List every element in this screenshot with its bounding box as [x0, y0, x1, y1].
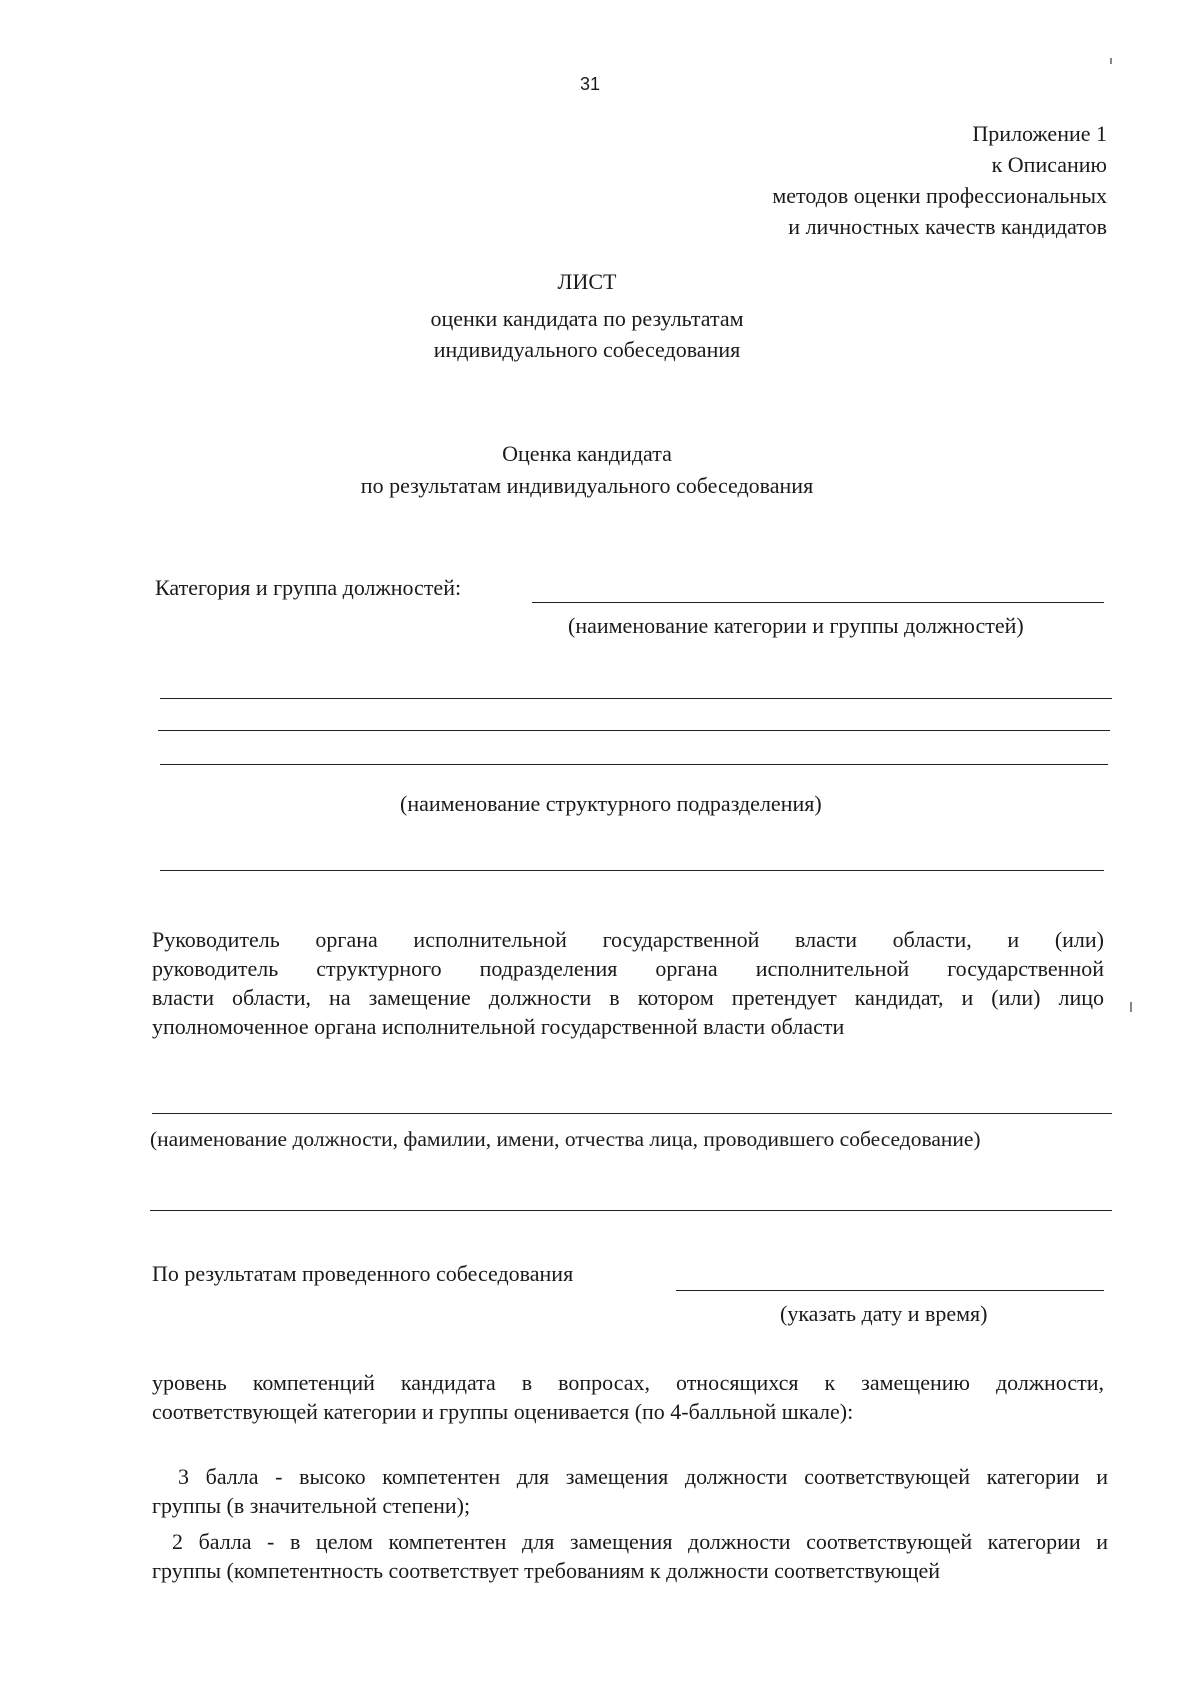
- head-paragraph-line: руководитель структурного подразделения органа исполнительной государственной: [152, 956, 1104, 981]
- competence-line: уровень компетенций кандидата в вопросах, относящихся к замещению должности,: [152, 1370, 1104, 1395]
- score-line: группы (компетентность соответствует требованиям к должности соответствующей: [152, 1558, 941, 1583]
- score-item: [152, 1462, 1108, 1520]
- appendix-reference: [772, 118, 1107, 242]
- appendix-line: и личностных качеств кандидатов: [788, 214, 1107, 239]
- appendix-line: к Описанию: [991, 152, 1107, 177]
- head-paragraph-line: власти области, на замещение должности в котором претендует кандидат, и (или) лицо: [152, 985, 1104, 1010]
- evaluation-title-1: Оценка кандидата: [502, 441, 672, 466]
- interviewer-fill-line: [152, 1113, 1112, 1114]
- scan-mark: [1110, 58, 1112, 64]
- scan-mark: [1130, 1002, 1132, 1012]
- score-item: [152, 1527, 1108, 1585]
- subdivision-fill-line: [160, 764, 1108, 765]
- score-line: 2 балла - в целом компетентен для замещения должности соответствующей категории и: [172, 1529, 1108, 1554]
- appendix-line: методов оценки профессиональных: [772, 183, 1107, 208]
- category-label: Категория и группа должностей:: [155, 575, 462, 600]
- results-label: По результатам проведенного собеседования: [152, 1261, 574, 1286]
- competence-line: соответствующей категории и группы оценивается (по 4-балльной шкале):: [152, 1399, 854, 1424]
- sheet-subtitle-1: оценки кандидата по результатам: [430, 306, 744, 331]
- subdivision-extra-line: [160, 870, 1104, 871]
- results-caption: (указать дату и время): [780, 1301, 988, 1326]
- interviewer-caption: (наименование должности, фамилии, имени, отчества лица, проводившего собеседование): [150, 1127, 981, 1151]
- category-caption: (наименование категории и группы должностей): [568, 613, 1024, 638]
- page-number: 31: [580, 74, 601, 94]
- head-paragraph-line: уполномоченное органа исполнительной государственной власти области: [152, 1014, 845, 1039]
- subdivision-fill-line: [158, 730, 1110, 731]
- category-fill-line: [532, 602, 1104, 603]
- evaluation-title-2: по результатам индивидуального собеседования: [360, 473, 814, 498]
- score-line: группы (в значительной степени);: [152, 1493, 471, 1518]
- head-paragraph-line: Руководитель органа исполнительной государственной власти области, и (или): [152, 927, 1104, 952]
- interviewer-extra-line: [150, 1210, 1112, 1211]
- competence-paragraph: [152, 1368, 1104, 1426]
- head-paragraph: [152, 925, 1104, 1041]
- subdivision-fill-line: [160, 698, 1112, 699]
- appendix-line: Приложение 1: [972, 121, 1107, 146]
- results-date-line: [676, 1290, 1104, 1291]
- sheet-heading: ЛИСТ: [557, 269, 617, 294]
- sheet-subtitle-2: индивидуального собеседования: [433, 337, 741, 362]
- score-line: 3 балла - высоко компетентен для замещения должности соответствующей категории и: [178, 1464, 1108, 1489]
- subdivision-caption: (наименование структурного подразделения): [400, 791, 822, 816]
